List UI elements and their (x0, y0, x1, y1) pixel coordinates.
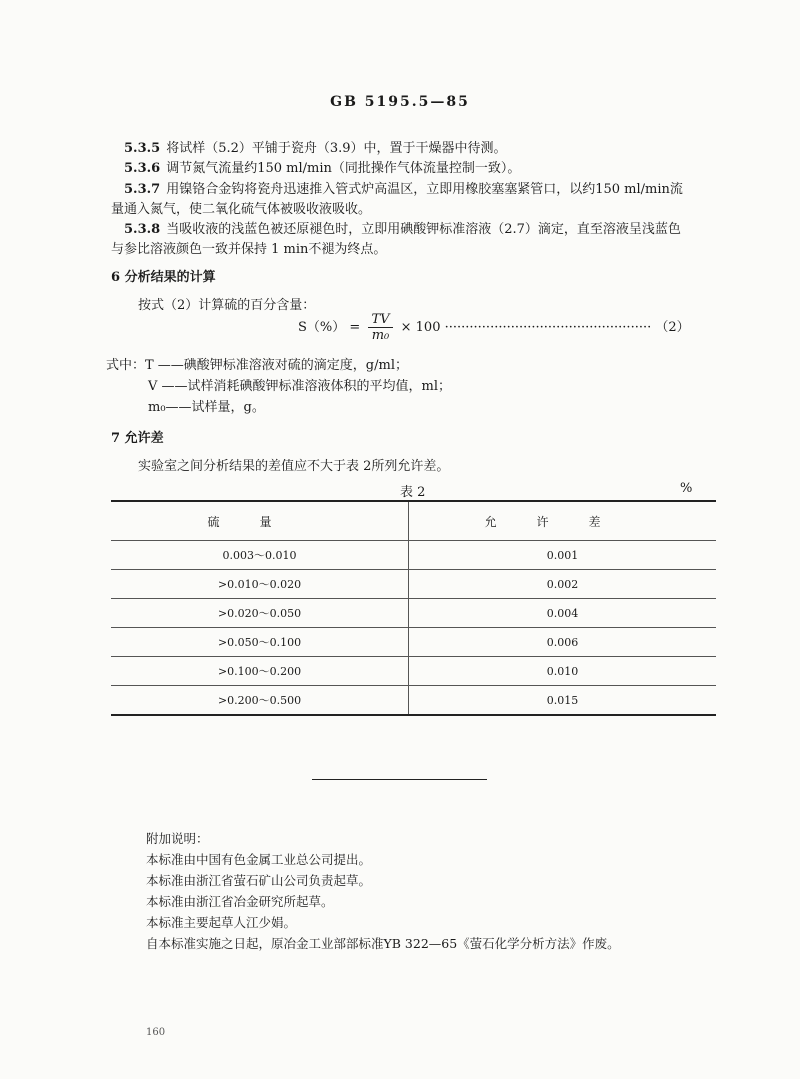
cell-tolerance: 0.001 (409, 541, 717, 570)
formula-2 (298, 312, 690, 343)
table-row (111, 599, 716, 628)
table-row (111, 628, 716, 657)
formula-denominator: m₀ (371, 328, 390, 343)
cell-tolerance: 0.004 (409, 599, 717, 628)
table-unit: % (680, 481, 693, 496)
notes-title: 附加说明： (146, 831, 209, 846)
cell-tolerance: 0.006 (409, 628, 717, 657)
table-header-row (111, 501, 716, 541)
formula-fraction (368, 312, 392, 343)
section-7-heading: 7 允许差 (111, 431, 164, 446)
note-item: 本标准由浙江省萤石矿山公司负责起草。 (146, 873, 372, 888)
table-caption: 表 2 (400, 485, 426, 500)
column-header-tolerance: 允许差 (409, 501, 717, 541)
table-row (111, 686, 716, 716)
step-5-3-5 (124, 137, 507, 156)
section-7-intro: 实验室之间分析结果的差值应不大于表 2所列允许差。 (138, 459, 450, 474)
step-5-3-8 (124, 218, 681, 237)
variable-T: 式中：T ——碘酸钾标准溶液对硫的滴定度，g/ml； (106, 358, 408, 373)
variable-V: V ——试样消耗碘酸钾标准溶液体积的平均值，ml； (148, 379, 452, 394)
step-text: 将试样（5.2）平铺于瓷舟（3.9）中，置于干燥器中待测。 (166, 141, 507, 156)
note-item: 本标准由浙江省冶金研究所起草。 (146, 894, 334, 909)
step-5-3-7 (124, 178, 683, 197)
note-item: 本标准主要起草人江少娟。 (146, 915, 297, 930)
step-number: 5.3.8 (124, 222, 161, 237)
step-5-3-6 (124, 157, 520, 176)
step-5-3-8-continued: 与参比溶液颜色一致并保持 1 min不褪为终点。 (111, 242, 387, 257)
step-text: 调节氮气流量约150 ml/min（同批操作气体流量控制一致）。 (166, 161, 521, 176)
table-row (111, 541, 716, 570)
page-number: 160 (146, 1027, 166, 1038)
variable-m0: m₀——试样量，g。 (148, 400, 265, 415)
formula-lhs: S（%） = (298, 320, 361, 335)
cell-sulfur-range: >0.020～0.050 (111, 599, 409, 628)
section-6-intro: 按式（2）计算硫的百分含量： (138, 298, 316, 313)
step-5-3-7-continued: 量通入氮气，使二氧化硫气体被吸收液吸收。 (111, 202, 372, 217)
step-number: 5.3.7 (124, 182, 161, 197)
page-header: GB 5195.5—85 (330, 94, 470, 110)
cell-sulfur-range: >0.050～0.100 (111, 628, 409, 657)
step-text: 当吸收液的浅蓝色被还原褪色时，立即用碘酸钾标准溶液（2.7）滴定，直至溶液呈浅蓝色 (166, 222, 681, 237)
cell-sulfur-range: >0.100～0.200 (111, 657, 409, 686)
column-header-sulfur: 硫量 (111, 501, 409, 541)
note-item: 本标准由中国有色金属工业总公司提出。 (146, 852, 372, 867)
formula-numerator: TV (368, 312, 392, 328)
end-rule (312, 779, 487, 780)
cell-sulfur-range: >0.200～0.500 (111, 686, 409, 716)
note-item: 自本标准实施之日起，原冶金工业部部标准YB 322—65《萤石化学分析方法》作废。 (146, 936, 620, 951)
step-number: 5.3.6 (124, 161, 161, 176)
formula-rhs: × 100 ·················································· （2） (400, 320, 690, 335)
step-text: 用镍铬合金钩将瓷舟迅速推入管式炉高温区，立即用橡胶塞塞紧管口，以约150 ml/min流 (166, 182, 683, 197)
cell-tolerance: 0.015 (409, 686, 717, 716)
table-row (111, 657, 716, 686)
cell-sulfur-range: 0.003～0.010 (111, 541, 409, 570)
section-6-heading: 6 分析结果的计算 (111, 270, 216, 285)
cell-tolerance: 0.010 (409, 657, 717, 686)
cell-tolerance: 0.002 (409, 570, 717, 599)
cell-sulfur-range: >0.010～0.020 (111, 570, 409, 599)
tolerance-table (111, 500, 716, 716)
step-number: 5.3.5 (124, 141, 161, 156)
table-row (111, 570, 716, 599)
